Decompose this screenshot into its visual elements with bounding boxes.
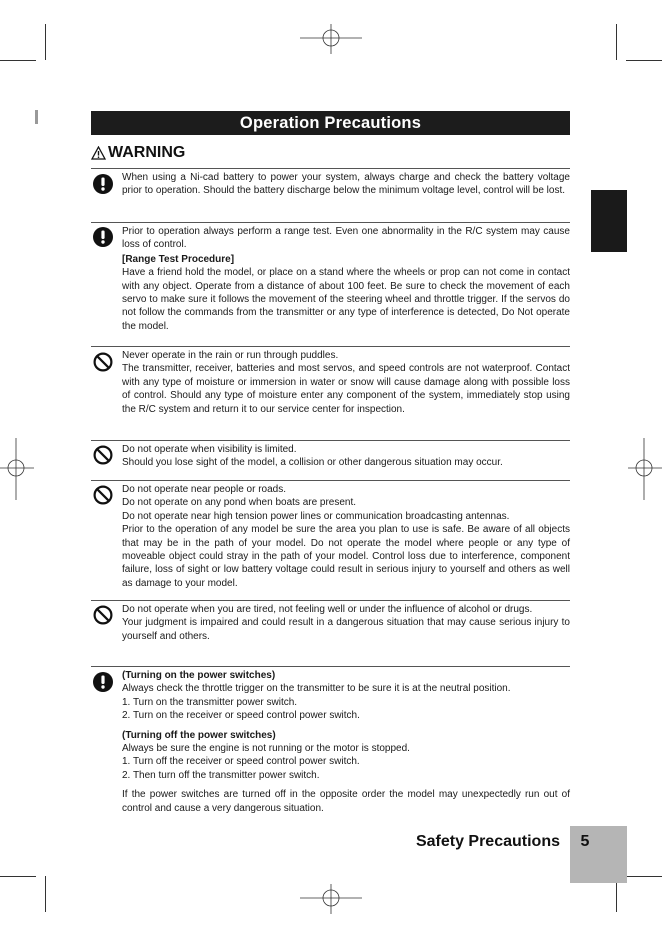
divider <box>91 222 570 223</box>
registration-mark <box>300 884 362 914</box>
item-paragraph: When using a Ni-cad battery to power your system, always charge and check the battery voltage prior to operation. Should the battery discharge below the minimum voltage level, control will be lost. <box>122 172 570 197</box>
item-paragraph: Never operate in the rain or run through puddles. <box>122 350 339 361</box>
range-test-heading: [Range Test Procedure] <box>122 253 235 265</box>
crop-mark <box>45 876 46 912</box>
divider <box>91 666 570 667</box>
item-text <box>122 483 570 590</box>
item-text <box>122 171 570 198</box>
divider <box>91 168 570 169</box>
item-paragraph: Do not operate on any pond when boats are present. <box>122 497 357 509</box>
item-paragraph: Your judgment is impaired and could result in a dangerous situation that may cause serious injury to yourself and others. <box>122 617 570 642</box>
precaution-item <box>91 480 570 598</box>
item-paragraph: Should you lose sight of the model, a collision or other dangerous situation may occur. <box>122 457 503 469</box>
item-text <box>122 603 570 643</box>
item-paragraph: Do not operate near people or roads. <box>122 484 286 495</box>
precaution-item <box>91 168 570 218</box>
section-tab <box>591 190 627 252</box>
exclamation-icon <box>93 227 113 247</box>
power-off-line: Always be sure the engine is not running or the motor is stopped. <box>122 743 410 755</box>
item-text <box>122 225 570 333</box>
precaution-item <box>91 440 570 476</box>
crop-mark <box>626 60 662 61</box>
power-note: If the power switches are turned off in the opposite order the model may unexpectedly run out of control and cause a very dangerous situation. <box>122 789 570 814</box>
registration-mark <box>300 24 362 54</box>
prohibited-icon <box>93 352 113 372</box>
power-switch-section <box>91 666 570 818</box>
margin-mark <box>35 110 38 124</box>
item-text <box>122 443 570 470</box>
prohibited-icon <box>93 485 113 505</box>
power-on-line: 2. Turn on the receiver or speed control power switch. <box>122 710 360 722</box>
warning-triangle-icon <box>91 146 106 160</box>
exclamation-icon <box>93 174 113 194</box>
prohibited-icon <box>93 445 113 465</box>
item-paragraph: Do not operate near high tension power lines or communication broadcasting antennas. <box>122 510 510 522</box>
item-paragraph: Prior to operation always perform a range test. Even one abnormality in the R/C system may cause loss of control. <box>122 226 570 251</box>
crop-mark <box>0 60 36 61</box>
item-paragraph: Have a friend hold the model, or place on a stand where the wheels or prop can not come in contact with any object. Operate from a distance of about 100 feet. Be sure to check the movement of each servo to make sure it follows the movement of the steering wheel and throttle trigger. If the servos do not follow the commands from the transmitter or any type of interference is detected, Do Not operate the model. <box>122 267 570 332</box>
item-paragraph: Do not operate when visibility is limited. <box>122 444 297 455</box>
crop-mark <box>45 24 46 60</box>
crop-mark <box>616 24 617 60</box>
crop-mark <box>0 876 36 877</box>
item-paragraph: Do not operate when you are tired, not feeling well or under the influence of alcohol or drugs. <box>122 604 533 615</box>
section-label: Safety Precautions <box>415 833 560 850</box>
crop-mark <box>626 876 662 877</box>
item-text <box>122 669 570 815</box>
precaution-item <box>91 222 570 342</box>
item-paragraph: Prior to the operation of any model be sure the area you plan to use is safe. Be aware of all objects that may be in the path of your model. Do not operate the model where people or any type of moveable object could stray in the path of your model. Control loss due to interference, component failure, loss of sight or low battery voltage could result in serious injury to yourself and others as well as damage to your model. <box>122 524 570 589</box>
registration-mark <box>0 438 34 500</box>
power-off-line: 2. Then turn off the transmitter power switch. <box>122 769 320 781</box>
divider <box>91 440 570 441</box>
item-paragraph: The transmitter, receiver, batteries and most servos, and speed controls are not waterproof. Contact with any type of moisture or immersion in water or snow will cause damage along with possible loss of control. Should any type of moisture enter any component of the system, immediately stop using the R/C system and return it to our service center for inspection. <box>122 363 570 415</box>
exclamation-icon <box>93 672 113 692</box>
precaution-item <box>91 600 570 662</box>
power-on-heading: (Turning on the power switches) <box>122 670 276 681</box>
registration-mark <box>628 438 662 500</box>
power-on-line: Always check the throttle trigger on the transmitter to be sure it is at the neutral position. <box>122 683 511 695</box>
page-number: 5 <box>580 833 590 850</box>
precaution-item <box>91 346 570 436</box>
divider <box>91 480 570 481</box>
divider <box>91 346 570 347</box>
page-title: Operation Precautions <box>91 111 570 135</box>
power-off-line: 1. Turn off the receiver or speed control power switch. <box>122 756 360 768</box>
divider <box>91 600 570 601</box>
warning-label: WARNING <box>108 144 186 161</box>
power-off-heading: (Turning off the power switches) <box>122 729 276 741</box>
item-text <box>122 349 570 416</box>
prohibited-icon <box>93 605 113 625</box>
warning-heading <box>91 144 185 162</box>
power-on-line: 1. Turn on the transmitter power switch. <box>122 696 298 708</box>
